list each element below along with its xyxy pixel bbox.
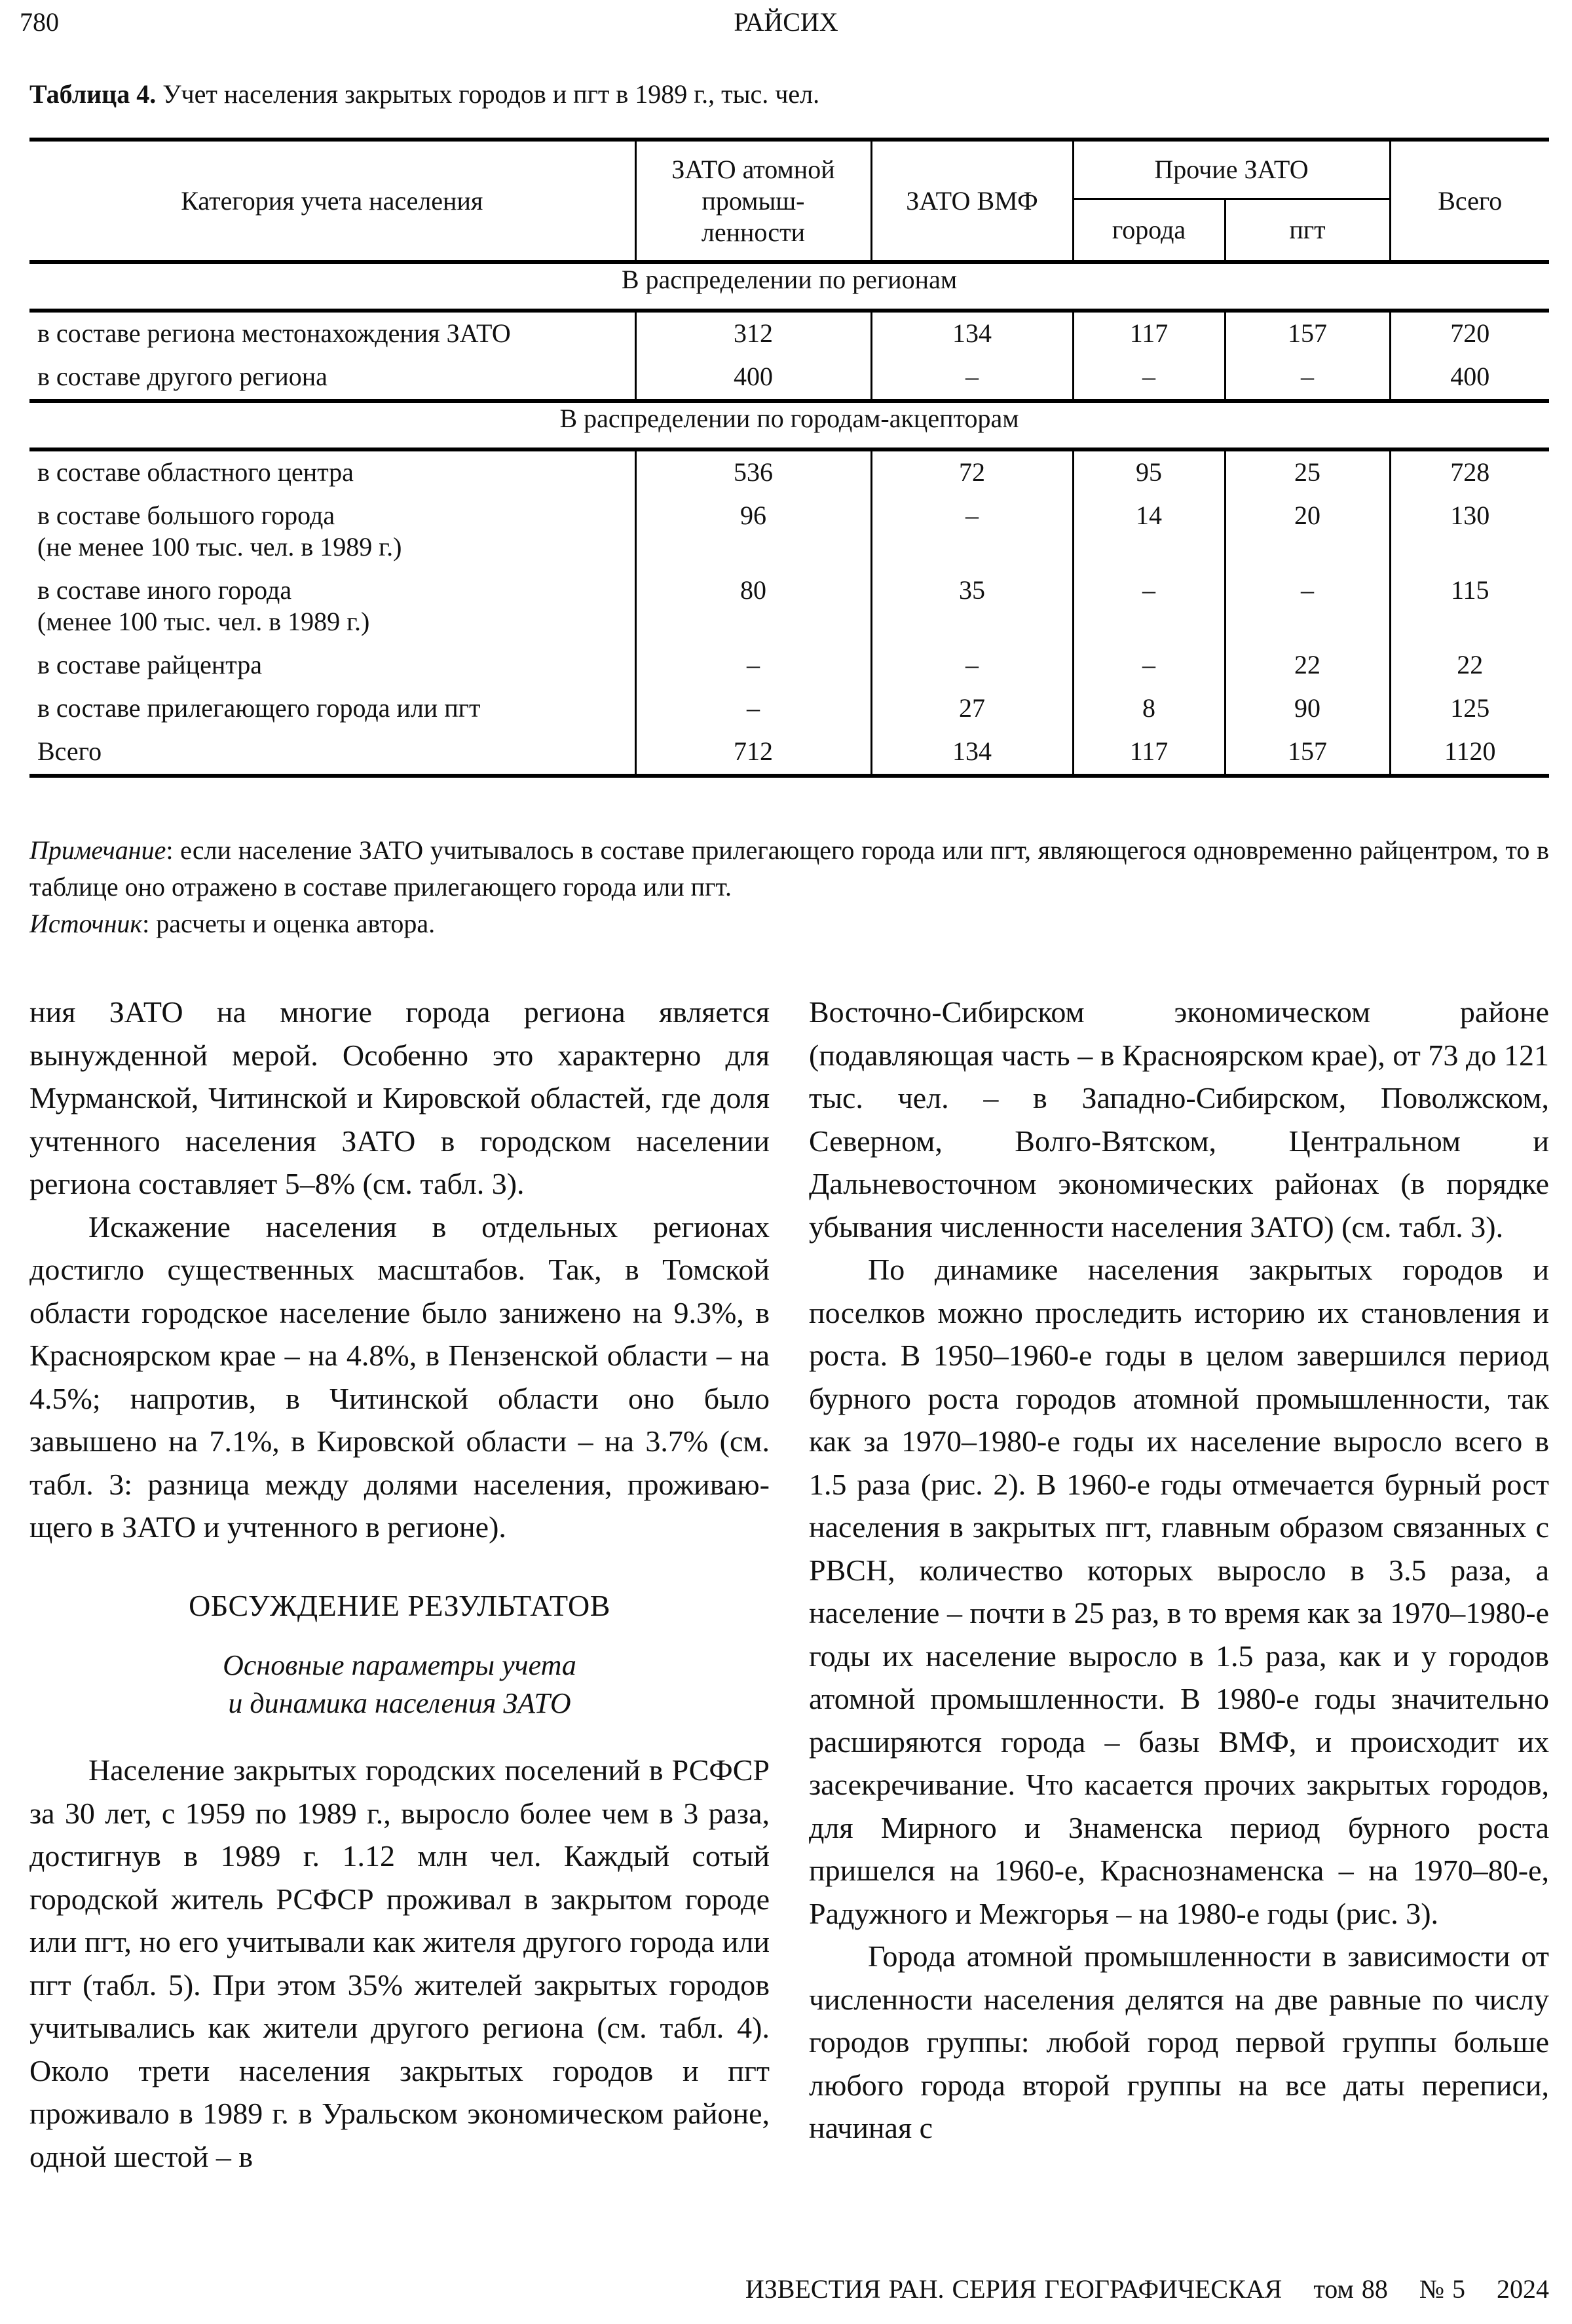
row-label: в составе региона местонахождения ЗАТО	[37, 318, 511, 348]
cell-other-pgt: 90	[1225, 687, 1390, 731]
body-column-left	[29, 991, 770, 2178]
header-total: Всего	[1390, 140, 1549, 262]
row-label: в составе большого города (не менее 100 тыс. чел. в 1989 г.)	[37, 501, 402, 562]
running-title-author: РАЙСИХ	[734, 7, 838, 37]
cell-atomic: 712	[635, 731, 871, 776]
cell-navy: 27	[871, 687, 1073, 731]
population-table	[29, 138, 1549, 778]
journal-name: ИЗВЕСТИЯ РАН. СЕРИЯ ГЕОГРАФИЧЕСКАЯ	[745, 2274, 1282, 2304]
journal-year: 2024	[1497, 2274, 1549, 2304]
cell-atomic: 80	[635, 569, 871, 644]
cell-total: 728	[1390, 449, 1549, 495]
header-atomic-industry: ЗАТО атомной промыш- ленности	[635, 140, 871, 262]
table-row	[29, 495, 1549, 569]
cell-other-pgt: 25	[1225, 449, 1390, 495]
paragraph: Восточно-Сибирском экономическом районе (подавляющая часть – в Красноярском крае), от 73 до 121 тыс. чел. – в Западно-Сибирском, Поволжском, Северном, Волго-Вятском, Центральном и Дальневосточном экономических районах (в порядке убывания численности населения ЗАТО) (см. табл. 3).	[809, 995, 1549, 1244]
cell-total: 130	[1390, 495, 1549, 569]
cell-other-pgt: 20	[1225, 495, 1390, 569]
table-row	[29, 569, 1549, 644]
cell-other-cities: 8	[1073, 687, 1225, 731]
row-label: в составе прилегающего города или пгт	[37, 693, 481, 723]
section-heading: ОБСУЖДЕНИЕ РЕЗУЛЬТАТОВ	[189, 1588, 610, 1622]
paragraph: Города атомной промышленности в зависимости от численности населения делятся на две равные по числу городов группы: любой город первой группы больше любого города второй группы на все даты переписи, начиная с	[809, 1939, 1549, 2144]
cell-total: 1120	[1390, 731, 1549, 776]
section-title-regions: В распределении по регионам	[29, 262, 1549, 311]
cell-other-pgt: –	[1225, 569, 1390, 644]
table-row	[29, 311, 1549, 356]
cell-other-cities: 14	[1073, 495, 1225, 569]
row-label: Всего	[29, 731, 635, 776]
row-label: в составе иного города (менее 100 тыс. чел. в 1989 г.)	[37, 575, 370, 636]
cell-total: 22	[1390, 644, 1549, 687]
table-row-total	[29, 731, 1549, 776]
cell-atomic: 536	[635, 449, 871, 495]
cell-navy: 134	[871, 731, 1073, 776]
table-note: Примечание: если население ЗАТО учитывалось в составе прилегающего города или пгт, являющегося одновременно райцентром, то в таблице оно отражено в составе прилегающего города или пгт.	[29, 835, 1549, 902]
cell-atomic: 400	[635, 356, 871, 401]
table-row	[29, 449, 1549, 495]
cell-total: 720	[1390, 311, 1549, 356]
cell-navy: 134	[871, 311, 1073, 356]
journal-footer	[745, 2274, 1549, 2304]
paragraph: Искажение населения в отдельных регионах достигло существенных масштабов. Так, в Томской области городское население было занижено на 9.3%, в Красноярском крае – на 4.8%, в Пензенской области – на 4.5%; напротив, в Читинской области оно было завышено на 7.1%, в Кировской области – на 3.7% (см. табл. 3: разница между долями населения, проживающего в ЗАТО и учтенного в регионе).	[29, 1210, 770, 1544]
header-category: Категория учета населения	[29, 140, 635, 262]
cell-atomic: 96	[635, 495, 871, 569]
page-number: 780	[20, 7, 59, 37]
body-column-right	[809, 991, 1549, 2150]
cell-navy: –	[871, 495, 1073, 569]
cell-other-cities: 117	[1073, 311, 1225, 356]
table-row	[29, 687, 1549, 731]
paragraph: По динамике населения закрытых городов и поселков можно проследить историю их становления и роста. В 1950–1960-е годы в целом завершился период бурного роста городов атомной промышленности, так как за 1970–1980-е годы их население выросло всего в 1.5 раза (рис. 2). В 1960-е годы отмечается бурный рост населения в закрытых пгт, главным образом связанных с РВСН, количество которых выросло в 3.5 раза, а население – почти в 25 раз, в то время как за 1970–1980-е годы их население выросло в 1.5 раза, как и у городов атомной промышленности. В 1980-е годы значительно расширяются города – базы ВМФ, и происходит их засекречивание. Что касается прочих закрытых городов, для Мирного и Знаменска период бурного роста пришелся на 1960-е, Краснознаменска – на 1970–80-е, Радужного и Межгорья – на 1980-е годы (рис. 3).	[809, 1253, 1549, 1930]
table-caption-text: Учет населения закрытых городов и пгт в 1989 г., тыс. чел.	[156, 79, 820, 109]
table-source: Источник: расчеты и оценка автора.	[29, 909, 436, 938]
cell-other-cities: –	[1073, 644, 1225, 687]
row-label: в составе другого региона	[29, 356, 635, 401]
cell-navy: 72	[871, 449, 1073, 495]
row-label: в составе райцентра	[37, 650, 262, 679]
cell-atomic: –	[635, 687, 871, 731]
section-title-acceptor-cities: В распределении по городам-акцепторам	[29, 401, 1549, 449]
table-row	[29, 644, 1549, 687]
cell-navy: 35	[871, 569, 1073, 644]
population-table-container	[29, 138, 1549, 778]
cell-other-pgt: 22	[1225, 644, 1390, 687]
cell-total: 115	[1390, 569, 1549, 644]
cell-atomic: 312	[635, 311, 871, 356]
paragraph: Население закрытых городских поселений в РСФСР за 30 лет, с 1959 по 1989 г., выросло более чем в 3 раза, достигнув в 1989 г. 1.12 млн чел. Каждый сотый городской житель РСФСР проживал в закрытом городе или пгт, но его учитывали как жителя другого города или пгт (табл. 5). При этом 35% жителей закрытых городов учитывались как жители другого региона (см. табл. 4). Около трети населения закрытых городов и пгт проживало в 1989 г. в Уральском экономическом районе, одной шестой – в	[29, 1753, 770, 2173]
cell-navy: –	[871, 356, 1073, 401]
cell-atomic: –	[635, 644, 871, 687]
journal-volume: том 88	[1313, 2274, 1388, 2304]
cell-other-cities: –	[1073, 569, 1225, 644]
cell-other-cities: 95	[1073, 449, 1225, 495]
cell-other-pgt: –	[1225, 356, 1390, 401]
header-other-zato: Прочие ЗАТО	[1073, 140, 1390, 199]
row-label: в составе областного центра	[37, 457, 354, 487]
journal-issue: № 5	[1419, 2274, 1465, 2304]
paragraph: ния ЗАТО на многие города региона является вынужденной мерой. Особенно это характерно для Мурманской, Читинской и Кировской областей, где доля учтенного населения ЗАТО в городском населении региона составляет 5–8% (см. табл. 3).	[29, 995, 770, 1200]
cell-total: 125	[1390, 687, 1549, 731]
header-other-cities: города	[1073, 199, 1225, 263]
cell-other-pgt: 157	[1225, 311, 1390, 356]
table-notes	[29, 832, 1549, 942]
cell-other-cities: –	[1073, 356, 1225, 401]
cell-navy: –	[871, 644, 1073, 687]
table-caption-label: Таблица 4.	[29, 79, 157, 109]
header-other-pgt: пгт	[1225, 199, 1390, 263]
cell-other-cities: 117	[1073, 731, 1225, 776]
cell-total: 400	[1390, 356, 1549, 401]
subsection-heading: Основные параметры учета и динамика населения ЗАТО	[223, 1649, 576, 1719]
table-caption	[29, 79, 819, 109]
cell-other-pgt: 157	[1225, 731, 1390, 776]
table-row	[29, 356, 1549, 401]
header-navy: ЗАТО ВМФ	[871, 140, 1073, 262]
